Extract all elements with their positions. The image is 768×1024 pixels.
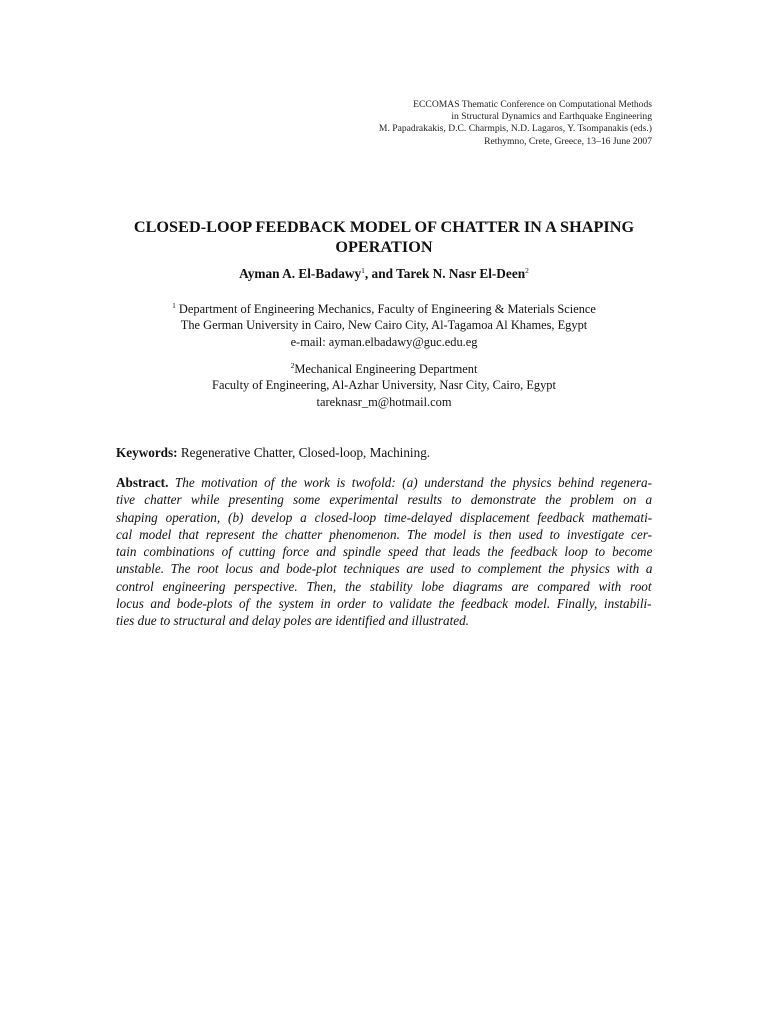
abstract-line: control engineering perspective. Then, the stability lobe diagrams are compared with root	[116, 578, 652, 594]
affiliation-department: Department of Engineering Mechanics, Faculty of Engineering & Materials Science	[178, 302, 596, 316]
conference-header-line: in Structural Dynamics and Earthquake Engineering	[451, 111, 652, 123]
paper-title-line: CLOSED-LOOP FEEDBACK MODEL OF CHATTER IN A SHAPING	[133, 218, 635, 236]
affiliation-2	[116, 361, 652, 410]
abstract-line: tain combinations of cutting force and spindle speed that leads the feedback loop to become	[116, 544, 652, 560]
affiliation-marker: 2	[290, 361, 295, 370]
abstract-line: locus and bode-plots of the system in order to validate the feedback model. Finally, instabili-	[116, 596, 652, 612]
affiliation-institution: Faculty of Engineering, Al-Azhar University, Nasr City, Cairo, Egypt	[212, 378, 556, 393]
abstract-line: tive chatter while presenting some experimental results to demonstrate the problem on a	[116, 492, 652, 508]
author-name: Ayman A. El-Badawy	[239, 266, 362, 281]
abstract-line: shaping operation, (b) develop a closed-loop time-delayed displacement feedback mathemati-	[116, 509, 652, 525]
affiliation-institution: The German University in Cairo, New Cairo City, Al-Tagamoa Al Khames, Egypt	[180, 318, 588, 333]
conference-header-line: ECCOMAS Thematic Conference on Computational Methods	[413, 99, 652, 110]
abstract-line: cal model that represent the chatter phenomenon. The model is then used to investigate cer-	[116, 526, 652, 542]
abstract-line: ties due to structural and delay poles are identified and illustrated.	[116, 613, 469, 629]
conference-location-date-line: Rethymno, Crete, Greece, 13–16 June 2007	[484, 135, 652, 147]
abstract-label: Abstract.	[116, 475, 169, 490]
abstract-line	[116, 474, 652, 491]
author-name: Tarek N. Nasr El-Deen	[396, 266, 526, 281]
keywords-text: Regenerative Chatter, Closed-loop, Machining.	[180, 445, 431, 460]
keywords-label: Keywords:	[116, 445, 178, 460]
abstract-text: The motivation of the work is twofold: (a) understand the physics behind regenera-	[174, 475, 652, 490]
author-affiliation-marker: 1	[361, 266, 365, 275]
affiliation-department: Mechanical Engineering Department	[294, 362, 478, 376]
affiliation-email: tareknasr_m@hotmail.com	[316, 394, 452, 409]
paper-title-line: OPERATION	[335, 238, 433, 256]
abstract-line: unstable. The root locus and bode-plot techniques are used to complement the physics with a	[116, 561, 652, 577]
author-list	[116, 266, 652, 282]
affiliation-marker: 1	[172, 301, 176, 310]
keywords	[116, 445, 652, 461]
author-affiliation-marker: 2	[525, 266, 529, 275]
conference-header	[232, 99, 652, 148]
abstract	[116, 474, 652, 630]
affiliation-email: e-mail: ayman.elbadawy@guc.edu.eg	[290, 334, 478, 349]
paper-title	[116, 217, 652, 257]
conference-editors-line: M. Papadrakakis, D.C. Charmpis, N.D. Lagaros, Y. Tsompanakis (eds.)	[378, 123, 652, 135]
author-separator: , and	[364, 266, 397, 281]
affiliation-1	[116, 301, 652, 350]
